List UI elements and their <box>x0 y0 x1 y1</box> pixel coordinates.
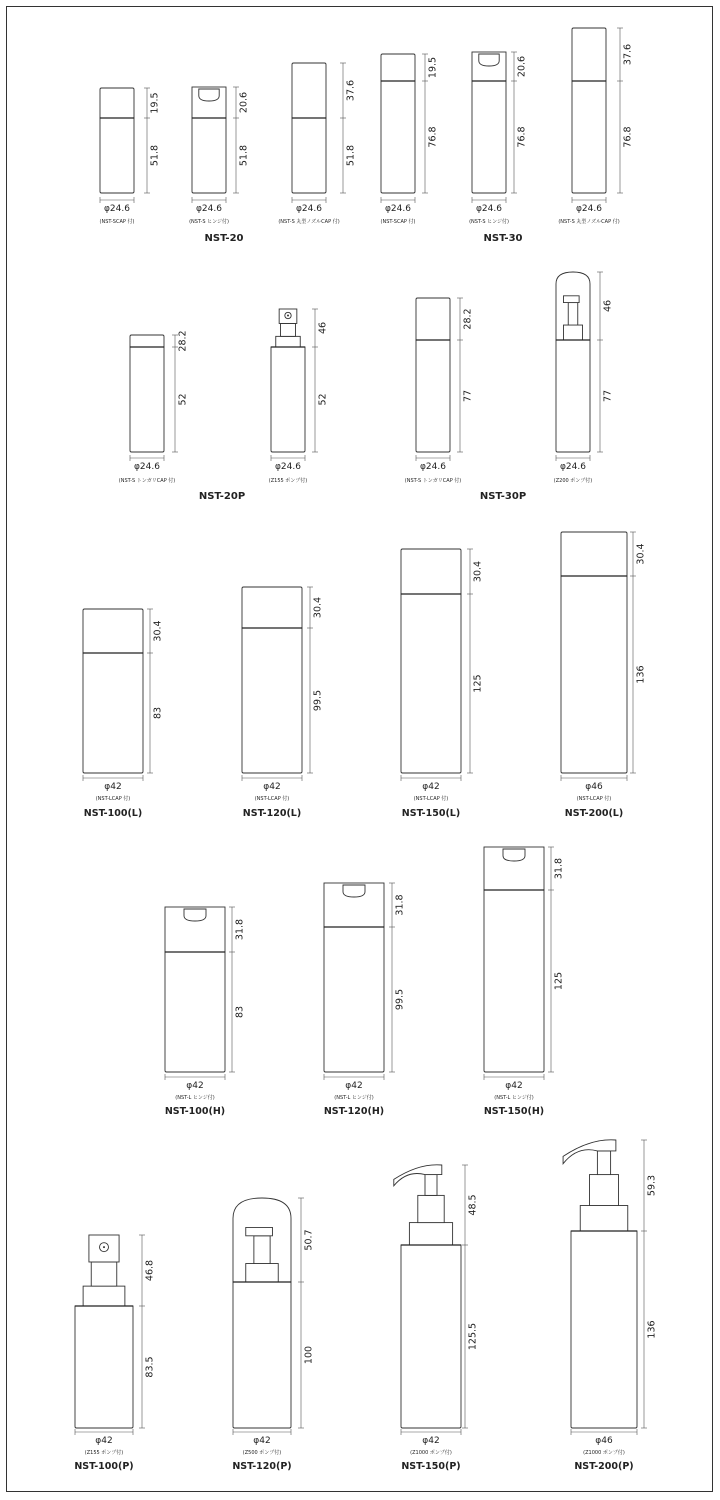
bottle-nst20p-2 <box>269 309 329 484</box>
hinge-tab <box>199 89 219 101</box>
diameter-label: φ42 <box>422 782 440 792</box>
cap-height-label: 37.6 <box>622 43 634 66</box>
diameter-label: φ42 <box>422 1436 440 1446</box>
bottle-nst-200p <box>563 1140 657 1472</box>
group-label-nst30p: NST-30P <box>479 491 527 502</box>
body-height-label: 99.5 <box>312 689 324 712</box>
group-label-nst20p: NST-20P <box>198 491 246 502</box>
bottle-nst-150p <box>394 1165 479 1472</box>
body-height-label: 83 <box>152 706 164 720</box>
bottle-body-outline <box>83 653 143 773</box>
bottle-nst20-3 <box>278 63 356 225</box>
model-label: NST-150(L) <box>401 808 461 819</box>
diameter-label: φ24.6 <box>385 204 411 214</box>
bottle-nst30-1 <box>381 54 439 225</box>
diameter-label: φ24.6 <box>296 204 322 214</box>
closure-note: (Z155 ポンプ付) <box>268 478 308 484</box>
diameter-label: φ42 <box>263 782 281 792</box>
bottle-body-outline <box>472 81 506 193</box>
bottle-nst-100h <box>165 907 246 1117</box>
diameter-label: φ24.6 <box>104 204 130 214</box>
cap-height-label: 59.3 <box>646 1174 658 1197</box>
hinge-tab <box>479 54 499 66</box>
model-label: NST-200(L) <box>564 808 624 819</box>
cap-height-label: 31.8 <box>553 857 565 880</box>
body-height-label: 52 <box>317 393 329 406</box>
hinge-tab <box>343 885 365 897</box>
body-height-label: 125 <box>553 971 565 991</box>
bottle-body-outline <box>100 118 134 193</box>
pump-stem <box>254 1236 270 1264</box>
bottle-nst-200l <box>561 532 647 819</box>
cap-height-label: 30.4 <box>312 596 324 619</box>
actuator-stem <box>281 323 296 336</box>
bottle-nst-120l <box>242 587 324 819</box>
bottle-body-outline <box>192 118 226 193</box>
cap-outline <box>83 609 143 653</box>
body-height-label: 51.8 <box>345 144 357 167</box>
cap-outline <box>561 532 627 576</box>
bottle-body-outline <box>292 118 326 193</box>
cap-height-label: 19.5 <box>149 92 161 114</box>
body-height-label: 77 <box>462 389 474 403</box>
cap-height-label: 30.4 <box>635 543 647 565</box>
cap-height-label: 20.6 <box>238 91 250 114</box>
diameter-label: φ24.6 <box>476 204 502 214</box>
bottle-nst-150h <box>484 847 565 1117</box>
group-label-nst20: NST-20 <box>204 233 244 244</box>
bottle-nst20p-1 <box>119 330 189 484</box>
bottle-nst-120h <box>324 883 406 1117</box>
bottle-body-outline <box>572 81 606 193</box>
model-label: NST-150(P) <box>401 1461 461 1472</box>
bottle-body-outline <box>324 927 384 1072</box>
model-label: NST-120(L) <box>242 808 302 819</box>
closure-note: (NST-L ヒンジ付) <box>175 1095 215 1101</box>
bottle-nst-100p <box>74 1235 155 1472</box>
cap-height-label: 19.5 <box>427 56 439 79</box>
diameter-label: φ42 <box>104 782 122 792</box>
body-height-label: 52 <box>177 393 189 406</box>
closure-note: (Z200 ポンプ付) <box>553 478 593 484</box>
bottle-body-outline <box>165 952 225 1072</box>
model-label: NST-200(P) <box>574 1461 634 1472</box>
closure-note: (Z500 ポンプ付) <box>242 1450 282 1456</box>
bottle-body-outline <box>75 1306 133 1428</box>
bottle-body-outline <box>242 628 302 773</box>
body-height-label: 51.8 <box>149 144 161 167</box>
model-label: NST-100(L) <box>83 808 143 819</box>
pump-shoulder <box>589 1175 618 1206</box>
cap-height-label: 46 <box>602 299 614 313</box>
pump-shoulder <box>418 1195 444 1222</box>
cap-outline <box>292 63 326 118</box>
closure-note: (NST-L ヒンジ付) <box>334 1095 374 1101</box>
bottle-body-outline <box>401 1245 461 1428</box>
cap-outline <box>130 335 164 347</box>
body-height-label: 76.8 <box>516 126 528 148</box>
diameter-label: φ42 <box>505 1081 523 1091</box>
model-label: NST-100(P) <box>74 1461 134 1472</box>
pump-stem <box>597 1151 610 1175</box>
cap-height-label: 48.5 <box>467 1194 479 1216</box>
cap-height-label: 31.8 <box>394 894 406 916</box>
closure-note: (NST-S ヒンジ付) <box>469 219 509 225</box>
closure-note: (NST-S ヒンジ付) <box>189 219 229 225</box>
body-height-label: 77 <box>602 389 614 403</box>
closure-note: (NST-S トンガリCAP 付) <box>118 478 176 484</box>
bottle-body-outline <box>556 340 590 452</box>
bottle-nst-120p <box>232 1198 314 1472</box>
cap-height-label: 31.8 <box>234 918 246 941</box>
bottle-body-outline <box>416 340 450 452</box>
bottle-body-outline <box>484 890 544 1072</box>
cap-outline <box>100 88 134 118</box>
body-height-label: 125 <box>472 674 484 693</box>
diameter-label: φ24.6 <box>196 204 222 214</box>
bottle-body-outline <box>271 347 305 452</box>
closure-note: (NST-S 丸型ノズルCAP 付) <box>558 219 620 225</box>
nozzle-dot <box>287 314 289 316</box>
body-height-label: 76.8 <box>622 126 634 148</box>
closure-note: (NST-LCAP 付) <box>254 796 290 802</box>
bottle-body-outline <box>130 347 164 452</box>
nozzle-dot <box>103 1246 105 1248</box>
closure-note: (NST-SCAP 付) <box>380 219 416 225</box>
cap-outline <box>572 28 606 81</box>
cap-height-label: 46.8 <box>144 1259 156 1282</box>
cap-height-label: 20.6 <box>516 55 528 78</box>
pump-collar <box>580 1206 628 1231</box>
closure-note: (NST-S トンガリCAP 付) <box>404 478 462 484</box>
cap-height-label: 30.4 <box>152 620 164 642</box>
closure-note: (NST-LCAP 付) <box>95 796 131 802</box>
body-height-label: 136 <box>635 665 647 684</box>
closure-note: (NST-LCAP 付) <box>576 796 612 802</box>
model-label: NST-100(H) <box>164 1106 226 1117</box>
diameter-label: φ24.6 <box>134 462 160 472</box>
bottle-body-outline <box>571 1231 637 1428</box>
collar-outline <box>83 1286 125 1306</box>
diameter-label: φ42 <box>253 1436 271 1446</box>
bottle-nst30-2 <box>469 52 527 225</box>
diameter-label: φ24.6 <box>576 204 602 214</box>
pump-stem <box>568 303 578 325</box>
hinge-tab <box>184 909 206 921</box>
body-height-label: 83 <box>234 1005 246 1019</box>
cap-outline <box>401 549 461 594</box>
collar-outline <box>276 336 300 347</box>
body-height-label: 83.5 <box>144 1356 156 1378</box>
hinge-tab <box>503 849 525 861</box>
model-label: NST-120(H) <box>323 1106 385 1117</box>
closure-note: (NST-L ヒンジ付) <box>494 1095 534 1101</box>
diameter-label: φ42 <box>186 1081 204 1091</box>
closure-note: (NST-SCAP 付) <box>99 219 135 225</box>
bottle-nst30p-1 <box>405 298 474 484</box>
model-label: NST-120(P) <box>232 1461 292 1472</box>
body-height-label: 100 <box>303 1345 315 1365</box>
pump-stem <box>425 1175 437 1196</box>
cap-outline <box>381 54 415 81</box>
body-height-label: 136 <box>646 1320 658 1339</box>
pump-collar <box>409 1223 452 1245</box>
bottle-nst-150l <box>401 549 484 819</box>
bottle-body-outline <box>233 1282 291 1428</box>
cap-outline <box>416 298 450 340</box>
bottle-nst30-3 <box>558 28 633 225</box>
cap-height-label: 37.6 <box>345 79 357 102</box>
pump-head <box>563 296 579 303</box>
actuator-stem <box>91 1262 117 1286</box>
cap-height-label: 50.7 <box>303 1229 315 1251</box>
diameter-label: φ24.6 <box>275 462 301 472</box>
bottle-nst20-2 <box>189 87 249 225</box>
closure-note: (Z1000 ポンプ付) <box>410 1450 452 1456</box>
group-label-nst30: NST-30 <box>483 233 523 244</box>
bottle-nst20-1 <box>100 88 161 225</box>
body-height-label: 99.5 <box>394 988 406 1011</box>
cap-outline <box>242 587 302 628</box>
closure-note: (NST-LCAP 付) <box>413 796 449 802</box>
body-height-label: 51.8 <box>238 144 250 167</box>
bottle-nst30p-2 <box>554 272 614 484</box>
body-height-label: 125.5 <box>467 1322 479 1351</box>
pump-head <box>246 1227 273 1235</box>
closure-note: (Z1000 ポンプ付) <box>583 1450 625 1456</box>
cap-height-label: 28.2 <box>462 308 474 330</box>
bottle-body-outline <box>401 594 461 773</box>
closure-note: (NST-S 丸型ノズルCAP 付) <box>278 219 340 225</box>
bottle-body-outline <box>381 81 415 193</box>
cap-height-label: 46 <box>317 321 329 335</box>
cap-height-label: 30.4 <box>472 560 484 583</box>
body-height-label: 76.8 <box>427 126 439 148</box>
model-label: NST-150(H) <box>483 1106 545 1117</box>
diameter-label: φ24.6 <box>420 462 446 472</box>
pump-collar <box>563 325 582 340</box>
diameter-label: φ42 <box>345 1081 363 1091</box>
diameter-label: φ46 <box>585 782 603 792</box>
bottle-nst-100l <box>83 609 164 819</box>
bottle-body-outline <box>561 576 627 773</box>
diameter-label: φ42 <box>95 1436 113 1446</box>
closure-note: (Z155 ポンプ付) <box>84 1450 124 1456</box>
pump-collar <box>246 1264 278 1282</box>
diameter-label: φ46 <box>595 1436 613 1446</box>
diameter-label: φ24.6 <box>560 462 586 472</box>
cap-height-label: 28.2 <box>177 330 189 352</box>
